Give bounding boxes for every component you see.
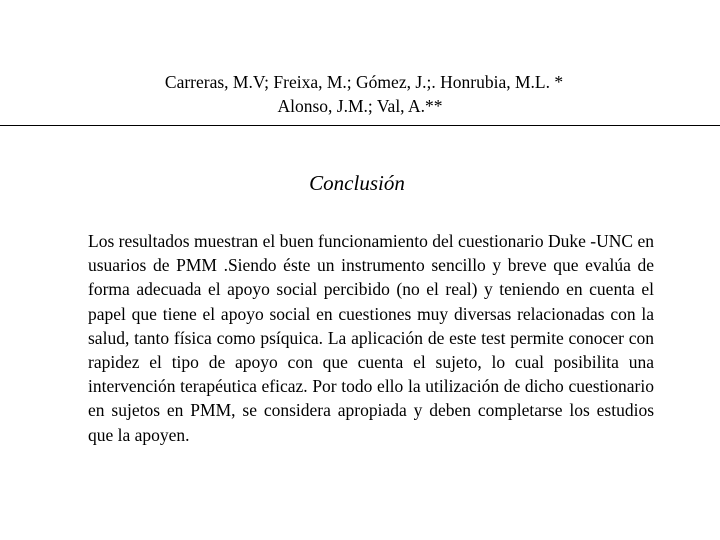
author-list <box>0 70 720 118</box>
header-divider <box>0 125 720 126</box>
conclusion-paragraph: Los resultados muestran el buen funcionamiento del cuestionario Duke -UNC en usuarios de PMM .Siendo éste un instrumento sencillo y breve que evalúa de forma adecuada el apoyo social percibido (no el real) y teniendo en cuenta el papel que tiene el apoyo social en cuestiones muy diversas relacionadas con la salud, tanto física como psíquica. La aplicación de este test permite conocer con rapidez el tipo de apoyo con que cuenta el sujeto, lo cual posibilita una intervención terapéutica eficaz. Por todo ello la utilización de dicho cuestionario en sujetos en PMM, se considera apropiada y deben completarse los estudios que la apoyen. <box>88 231 654 445</box>
author-line-2: Alonso, J.M.; Val, A.** <box>277 96 443 116</box>
author-line-1: Carreras, M.V; Freixa, M.; Gómez, J.;. Honrubia, M.L. * <box>164 72 564 92</box>
section-heading: Conclusión <box>309 171 405 195</box>
